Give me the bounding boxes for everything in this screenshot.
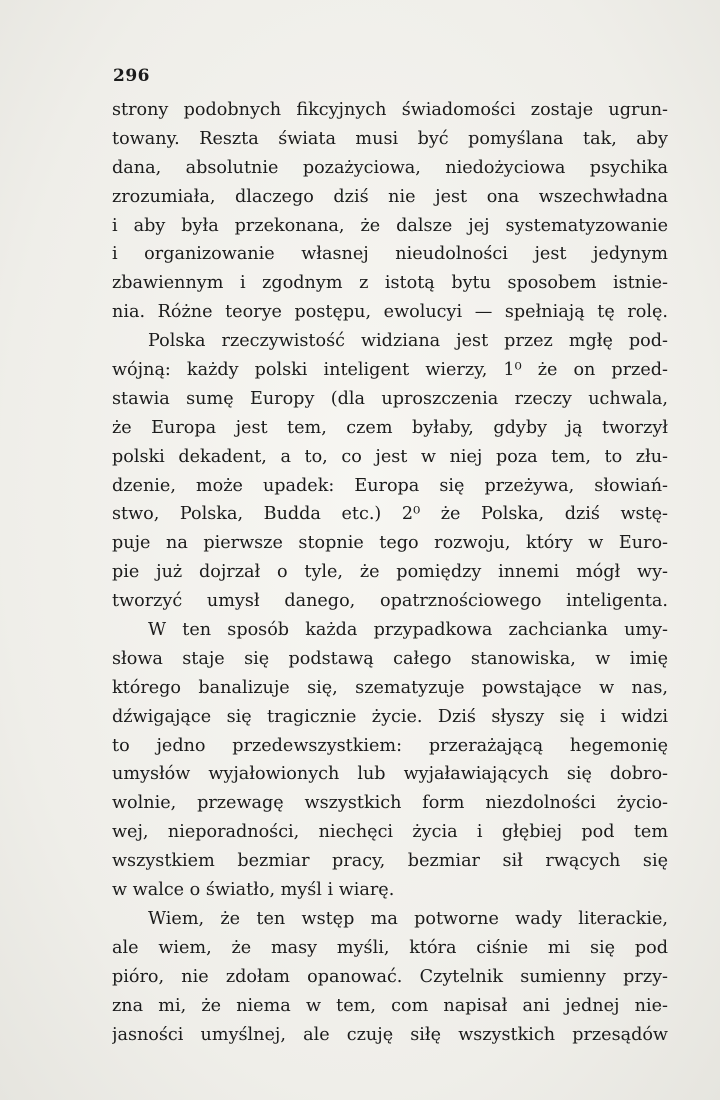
text-line: wójną: każdy polski inteligent wierzy, 1⁰ że on przed-: [112, 360, 668, 381]
text-line: W ten sposób każda przypadkowa zachcianka umy-: [148, 620, 668, 641]
text-line: zrozumiała, dlaczego dziś nie jest ona wszechwładna: [112, 186, 668, 207]
text-line: zbawiennym i zgodnym z istotą bytu sposobem istnie-: [112, 273, 668, 294]
text-line: jasności umyślnej, ale czuję siłę wszystkich przesądów: [112, 1024, 668, 1045]
text-line: strony podobnych fikcyjnych świadomości zostaje ugrun-: [112, 100, 668, 120]
text-line: Polska rzeczywistość widziana jest przez mgłę pod-: [148, 331, 668, 352]
text-line: wolnie, przewagę wszystkich form niezdolności życio-: [112, 793, 668, 814]
text-line: puje na pierwsze stopnie tego rozwoju, który w Euro-: [112, 533, 668, 554]
text-line: dzenie, może upadek: Europa się przeżywa, słowiań-: [112, 475, 668, 496]
text-line: umysłów wyjałowionych lub wyjaławiających się dobro-: [112, 764, 668, 785]
text-line: którego banalizuje się, szematyzuje powstające w nas,: [112, 677, 668, 698]
text-line: stwo, Polska, Budda etc.) 2⁰ że Polska, dziś wstę-: [112, 504, 668, 525]
text-line: wej, nieporadności, niechęci życia i głębiej pod tem: [112, 822, 668, 843]
page-number: 296: [113, 66, 150, 86]
text-line: dana, absolutnie pozażyciowa, niedożyciowa psychika: [112, 157, 668, 178]
text-line: i organizowanie własnej nieudolności jest jedynym: [112, 244, 668, 265]
body-text: [112, 96, 668, 1049]
text-line: tworzyć umysł danego, opatrznościowego inteligenta.: [112, 591, 668, 612]
text-line: towany. Reszta świata musi być pomyślana tak, aby: [112, 128, 668, 149]
text-line: słowa staje się podstawą całego stanowiska, w imię: [112, 648, 668, 669]
text-line: wszystkiem bezmiar pracy, bezmiar sił rwących się: [112, 851, 668, 872]
text-line: dźwigające się tragicznie życie. Dziś słyszy się i widzi: [112, 706, 668, 727]
text-line: że Europa jest tem, czem byłaby, gdyby ją tworzył: [112, 417, 668, 438]
text-line: i aby była przekonana, że dalsze jej systematyzowanie: [112, 215, 668, 236]
text-line: Wiem, że ten wstęp ma potworne wady literackie,: [148, 908, 668, 929]
text-line: zna mi, że niema w tem, com napisał ani jednej nie-: [112, 995, 668, 1016]
text-line: to jedno przedewszystkiem: przerażającą hegemonię: [112, 735, 668, 756]
text-line: polski dekadent, a to, co jest w niej poza tem, to złu-: [112, 446, 668, 467]
text-line: nia. Różne teorye postępu, ewolucyi — spełniają tę rolę.: [112, 302, 668, 323]
text-line: pióro, nie zdołam opanować. Czytelnik sumienny przy-: [112, 966, 668, 987]
text-line: pie już dojrzał o tyle, że pomiędzy innemi mógł wy-: [112, 562, 668, 583]
text-line: ale wiem, że masy myśli, która ciśnie mi się pod: [112, 937, 668, 958]
text-line: stawia sumę Europy (dla uproszczenia rzeczy uchwala,: [112, 388, 668, 409]
text-line: w walce o światło, myśl i wiarę.: [112, 880, 395, 901]
